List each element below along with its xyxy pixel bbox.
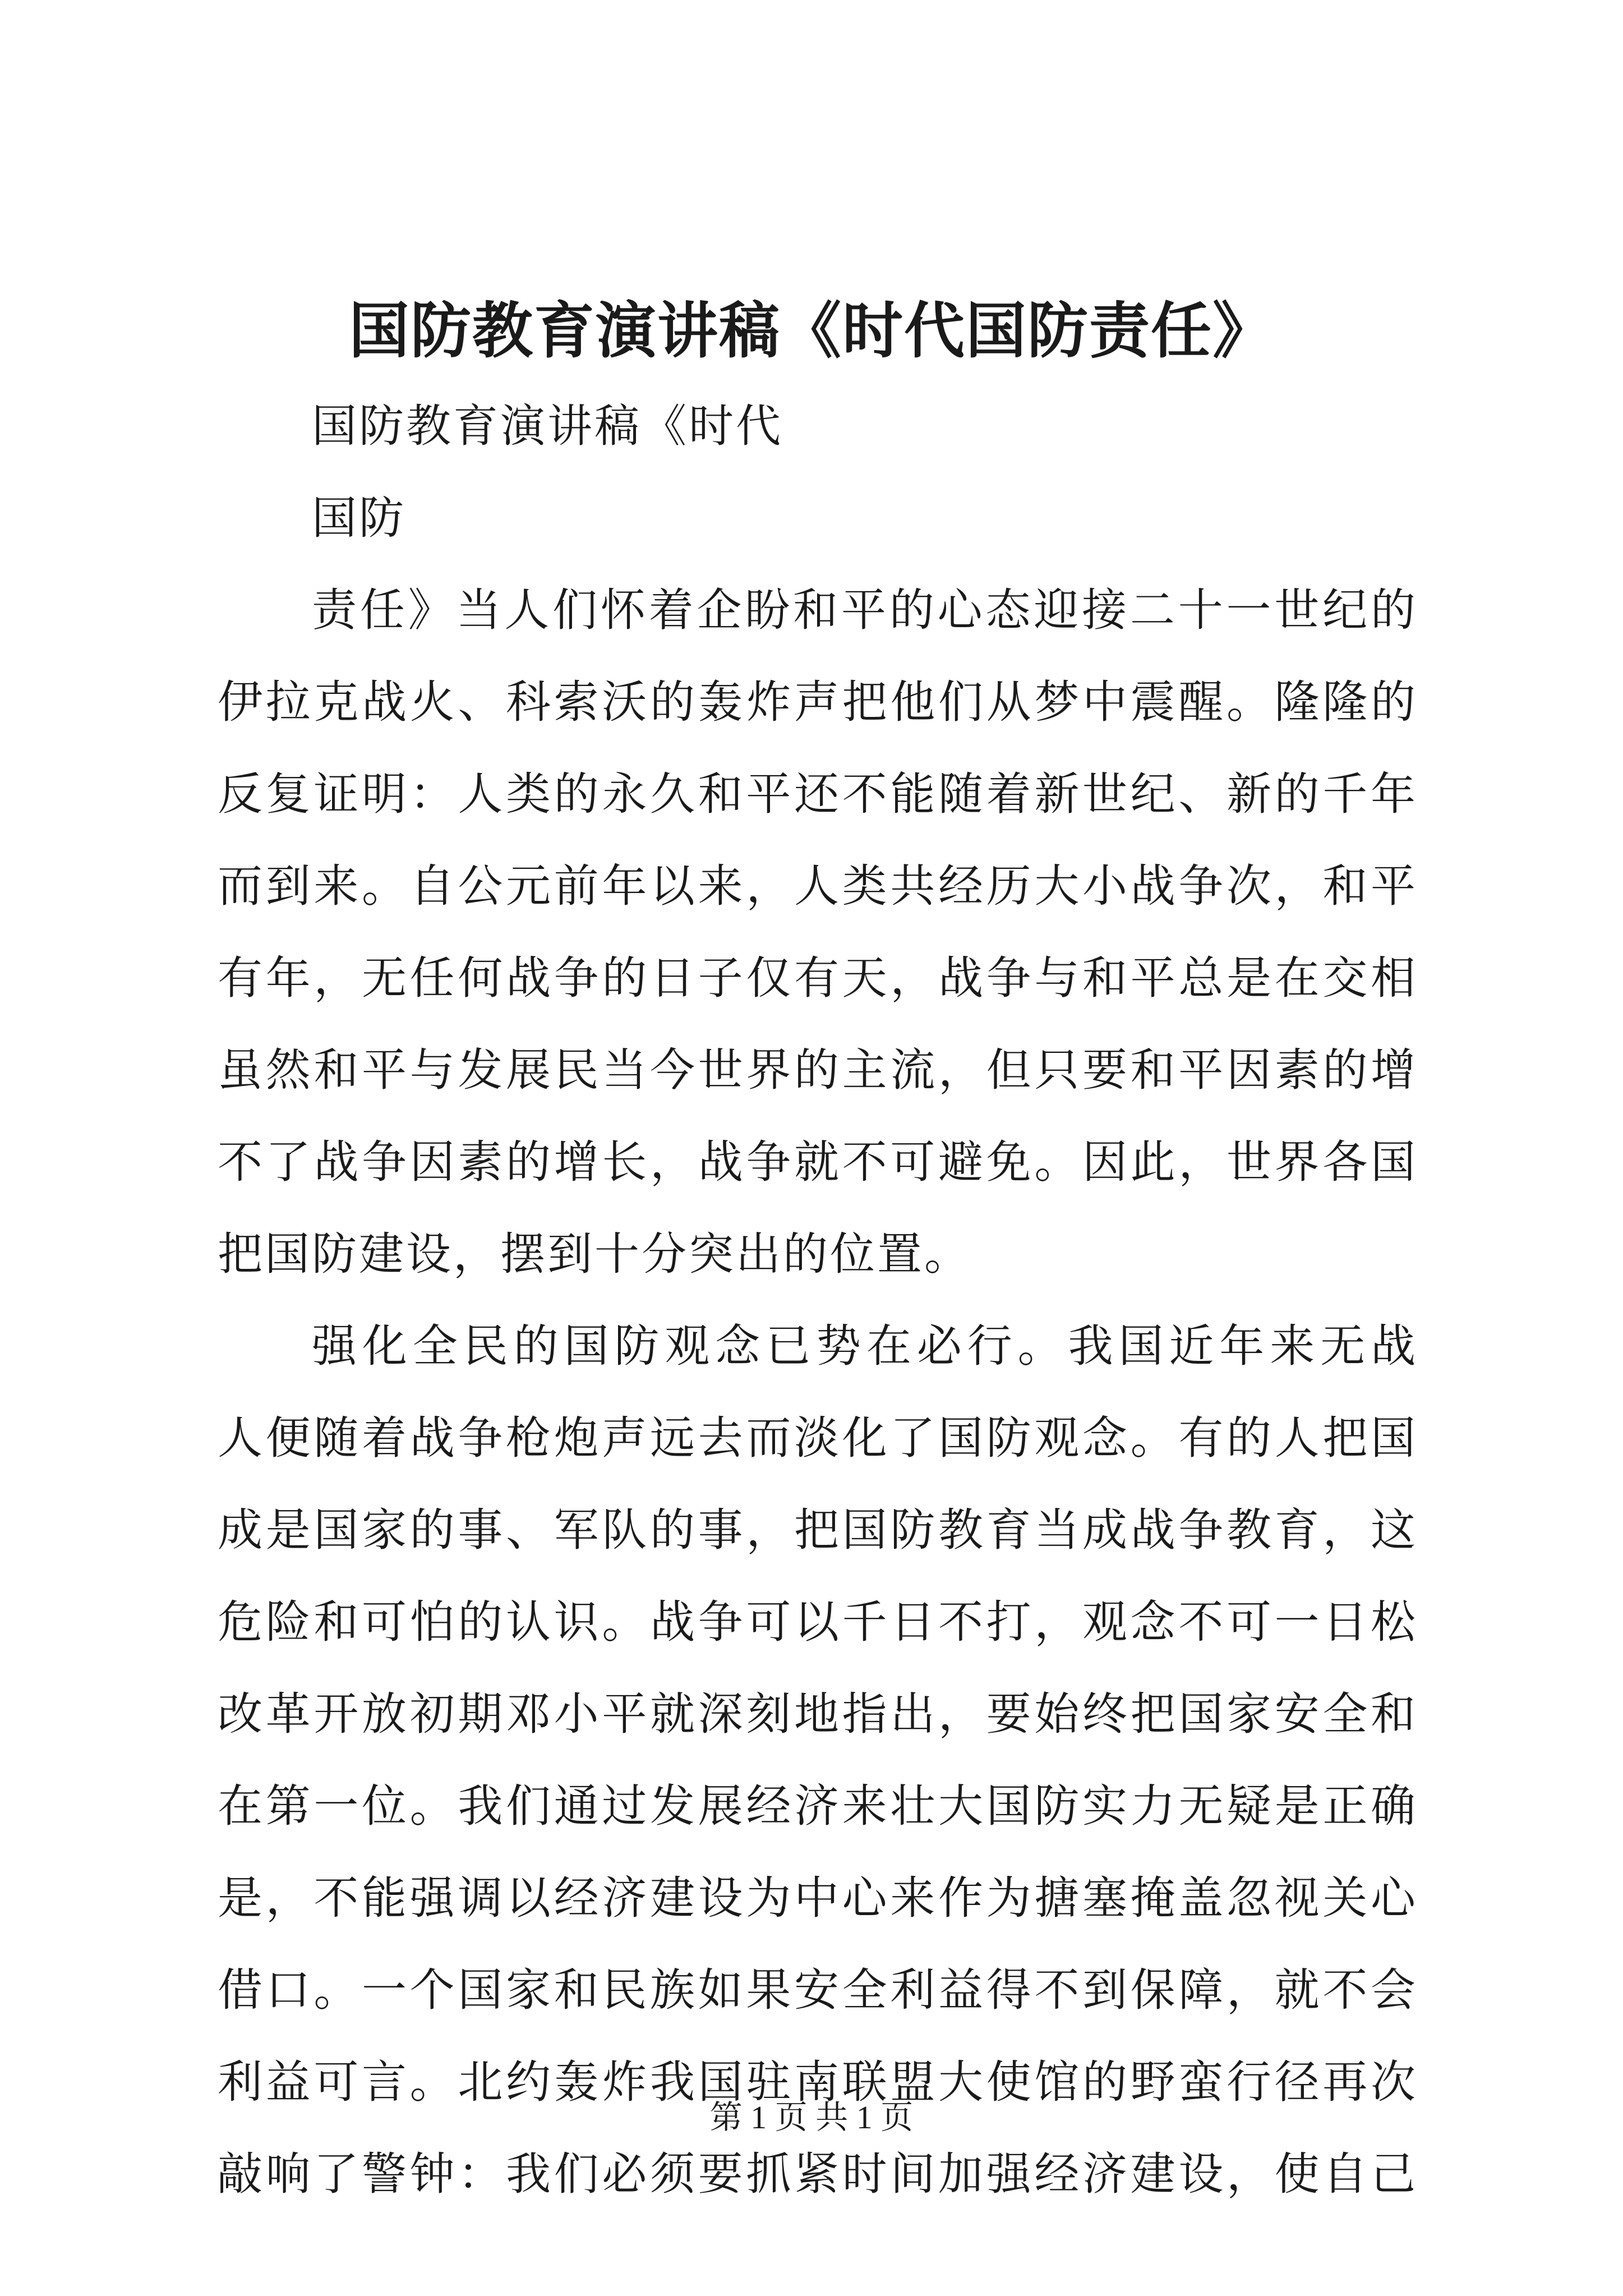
body-line: 改革开放初期邓小平就深刻地指出，要始终把国家安全和 (218, 1688, 1418, 1740)
document-title: 国防教育演讲稿《时代国防责任》 (348, 296, 1274, 366)
body-line: 国防 (312, 492, 406, 544)
body-line: 利益可言。北约轰炸我国驻南联盟大使馆的野蛮行径再次 (218, 2056, 1418, 2108)
body-line: 责任》当人们怀着企盼和平的心态迎接二十一世纪的 (312, 584, 1418, 636)
body-line: 强化全民的国防观念已势在必行。我国近年来无战 (312, 1320, 1418, 1372)
body-line: 而到来。自公元前年以来，人类共经历大小战争次，和平 (218, 860, 1418, 912)
body-line: 借口。一个国家和民族如果安全利益得不到保障，就不会 (218, 1964, 1418, 2016)
body-line: 在第一位。我们通过发展经济来壮大国防实力无疑是正确 (218, 1780, 1418, 1832)
body-line: 把国防建设，摆到十分突出的位置。 (218, 1228, 971, 1280)
body-line: 伊拉克战火、科索沃的轰炸声把他们从梦中震醒。隆隆的 (218, 676, 1418, 728)
body-line: 危险和可怕的认识。战争可以千日不打，观念不可一日松 (218, 1596, 1418, 1648)
page-footer: 第 1 页 共 1 页 (709, 2099, 914, 2136)
body-line: 成是国家的事、军队的事，把国防教育当成战争教育，这 (218, 1504, 1418, 1556)
body-line: 反复证明：人类的永久和平还不能随着新世纪、新的千年 (218, 768, 1418, 820)
document-body (218, 380, 1418, 2220)
body-line: 虽然和平与发展民当今世界的主流，但只要和平因素的增 (218, 1044, 1418, 1096)
body-line: 敲响了警钟：我们必须要抓紧时间加强经济建设，使自己 (218, 2148, 1418, 2200)
body-line: 人便随着战争枪炮声远去而淡化了国防观念。有的人把国 (218, 1412, 1418, 1464)
body-line: 不了战争因素的增长，战争就不可避免。因此，世界各国 (218, 1136, 1418, 1188)
body-line: 国防教育演讲稿《时代 (312, 400, 783, 452)
body-line: 是，不能强调以经济建设为中心来作为搪塞掩盖忽视关心 (218, 1872, 1418, 1924)
body-line: 有年，无任何战争的日子仅有天，战争与和平总是在交相 (218, 952, 1418, 1004)
